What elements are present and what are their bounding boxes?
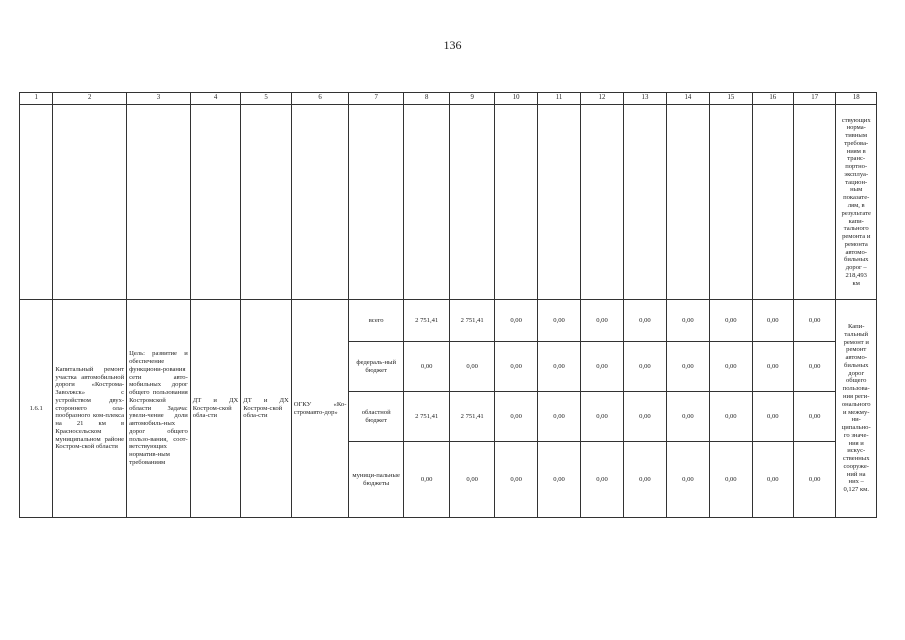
result-line: результате <box>841 209 871 217</box>
result-line: сооруже- <box>843 462 869 470</box>
column-header: 12 <box>580 93 623 105</box>
header-row <box>20 93 877 105</box>
result-line: ственных <box>842 455 870 463</box>
value-cell: 0,00 <box>450 342 494 392</box>
value-cell: 2 751,41 <box>403 300 449 342</box>
result-line: ниям в <box>846 147 866 155</box>
column-header: 8 <box>403 93 449 105</box>
value-cell: 0,00 <box>793 442 835 518</box>
funding-source: муници-пальные бюджеты <box>349 442 404 518</box>
value-cell: 2 751,41 <box>450 392 494 442</box>
column-header: 16 <box>752 93 793 105</box>
result-line: тивным <box>845 132 868 140</box>
result-line: дорог – <box>845 264 867 272</box>
value-cell: 0,00 <box>666 300 709 342</box>
value-cell: 0,00 <box>450 442 494 518</box>
value-cell: 0,00 <box>494 392 537 442</box>
row-code: 1.6.1 <box>20 300 53 518</box>
value-cell: 0,00 <box>580 442 623 518</box>
value-cell: 0,00 <box>580 392 623 442</box>
funding-source: всего <box>349 300 404 342</box>
value-cell: 0,00 <box>752 342 793 392</box>
value-cell: 0,00 <box>710 300 752 342</box>
value-cell: 2 751,41 <box>450 300 494 342</box>
value-cell: 0,00 <box>666 392 709 442</box>
funding-source: областной бюджет <box>349 392 404 442</box>
value-cell: 0,00 <box>538 300 580 342</box>
column-header: 4 <box>190 93 241 105</box>
row-col5: ДТ и ДХ Костром-ской обла-сти <box>241 300 292 518</box>
value-cell: 2 751,41 <box>403 392 449 442</box>
value-cell: 0,00 <box>666 442 709 518</box>
result-line: общего <box>845 377 867 385</box>
result-line: ния и <box>848 439 864 447</box>
result-line: ний на <box>846 470 866 478</box>
result-line: Капи- <box>848 323 865 331</box>
result-line: ным <box>850 186 863 194</box>
result-line: портно- <box>845 163 868 171</box>
value-cell: 0,00 <box>494 300 537 342</box>
result-line: ния реги- <box>843 392 870 400</box>
result-line: тального <box>843 225 869 233</box>
result-line: ремонта <box>844 240 868 248</box>
result-line: них – <box>848 478 864 486</box>
column-header: 15 <box>710 93 752 105</box>
column-header: 1 <box>20 93 53 105</box>
value-cell: 0,00 <box>580 342 623 392</box>
value-cell: 0,00 <box>752 300 793 342</box>
funding-source: федераль-ный бюджет <box>349 342 404 392</box>
result-line: норма- <box>846 124 866 132</box>
result-line: тацион- <box>845 178 868 186</box>
value-cell: 0,00 <box>494 442 537 518</box>
value-cell: 0,00 <box>624 342 666 392</box>
column-header: 5 <box>241 93 292 105</box>
result-line: 218,493 <box>845 271 867 279</box>
value-cell: 0,00 <box>624 442 666 518</box>
result-line: эксплуа- <box>844 170 869 178</box>
column-header: 17 <box>793 93 835 105</box>
value-cell: 0,00 <box>710 392 752 442</box>
value-cell: 0,00 <box>793 392 835 442</box>
result-line: показате- <box>843 194 870 202</box>
continuation-row <box>20 105 877 300</box>
result-line: тальный <box>844 330 869 338</box>
result-line: км <box>852 279 860 287</box>
result-line: го значе- <box>843 431 869 439</box>
value-cell: 0,00 <box>666 342 709 392</box>
value-cell: 0,00 <box>403 342 449 392</box>
column-header: 3 <box>127 93 191 105</box>
result-line: ципально- <box>841 424 871 432</box>
value-cell: 0,00 <box>538 442 580 518</box>
continuation-result-cell <box>836 105 877 300</box>
column-header: 14 <box>666 93 709 105</box>
value-cell: 0,00 <box>624 300 666 342</box>
column-header: 9 <box>450 93 494 105</box>
result-cell <box>836 300 877 518</box>
value-cell: 0,00 <box>793 342 835 392</box>
result-line: ни- <box>851 416 861 424</box>
column-header: 18 <box>836 93 877 105</box>
result-line: автомо- <box>845 354 867 362</box>
table-row <box>20 300 877 342</box>
row-goal: Цель: развитие и обеспечение функциони-рования сети авто-мобильных дорог общего пользования Костромской области Задача: увели-чение доли автомобиль-ных дорог общего пользо-вания, соот-ветствующих норматив-ным требованиям <box>127 300 191 518</box>
value-cell: 0,00 <box>403 442 449 518</box>
result-line: транс- <box>847 155 866 163</box>
value-cell: 0,00 <box>710 442 752 518</box>
result-line: и межму- <box>842 408 870 416</box>
result-line: пользова- <box>842 385 870 393</box>
value-cell: 0,00 <box>624 392 666 442</box>
page-number: 136 <box>443 38 462 52</box>
column-header: 7 <box>349 93 404 105</box>
result-line: капи- <box>848 217 864 225</box>
result-line: ремонт <box>846 346 867 354</box>
column-header: 10 <box>494 93 537 105</box>
value-cell: 0,00 <box>752 442 793 518</box>
result-line: ремонта и <box>842 233 871 241</box>
value-cell: 0,00 <box>580 300 623 342</box>
result-line: требова- <box>844 139 869 147</box>
result-line: дорог <box>848 369 865 377</box>
value-cell: 0,00 <box>793 300 835 342</box>
column-header: 11 <box>538 93 580 105</box>
value-cell: 0,00 <box>538 392 580 442</box>
column-header: 2 <box>53 93 127 105</box>
result-line: 0,127 км. <box>843 486 869 494</box>
result-line: лям, в <box>847 202 865 209</box>
result-line: ремонт и <box>843 338 869 346</box>
value-cell: 0,00 <box>752 392 793 442</box>
result-line: искус- <box>847 447 866 455</box>
result-line: онального <box>841 400 871 408</box>
column-header: 13 <box>624 93 666 105</box>
row-col4: ДТ и ДХ Костром-ской обла-сти <box>190 300 241 518</box>
row-col6: ОГКУ «Ко-стромавто-дор» <box>291 300 349 518</box>
result-line: бильных <box>843 256 869 264</box>
value-cell: 0,00 <box>710 342 752 392</box>
row-name: Капитальный ремонт участка автомобильной дороги «Кострома-Заволжск» с устройством двух-стороннего ола-пообразного ком-плекса на 21 км в Красносельском муниципальном районе Костром-ской области <box>53 300 127 518</box>
value-cell: 0,00 <box>538 342 580 392</box>
value-cell: 0,00 <box>494 342 537 392</box>
result-line: ствующих <box>841 116 871 124</box>
result-line: бильных <box>843 361 869 369</box>
program-table <box>19 92 877 518</box>
result-line: автомо- <box>845 248 867 256</box>
column-header: 6 <box>291 93 349 105</box>
